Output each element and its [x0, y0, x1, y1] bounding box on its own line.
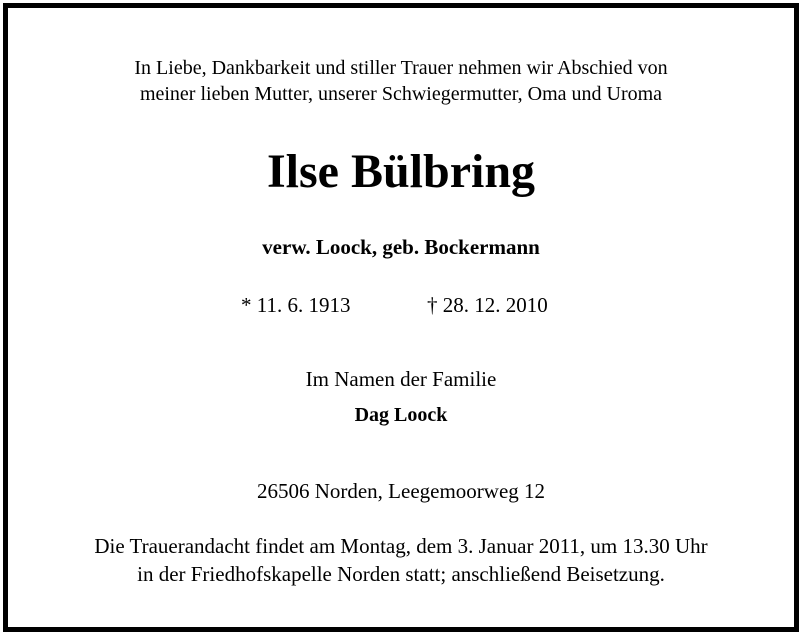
address: 26506 Norden, Leegemoorweg 12 [256, 479, 546, 503]
obituary-content [8, 8, 794, 627]
intro-line-2: meiner lieben Mutter, unserer Schwiegermutter, Oma und Uroma [139, 83, 663, 105]
family-phrase: Im Namen der Familie [305, 367, 497, 391]
life-dates [8, 292, 794, 318]
service-line-2: in der Friedhofskapelle Norden statt; anschließend Beisetzung. [137, 562, 665, 586]
birth-date: * 11. 6. 1913 [241, 293, 351, 317]
obituary-frame [3, 3, 799, 632]
signer-name: Dag Loock [354, 404, 448, 426]
intro-line-1: In Liebe, Dankbarkeit und stiller Trauer nehmen wir Abschied von [134, 57, 668, 79]
maiden-names: verw. Loock, geb. Bockermann [262, 235, 540, 259]
service-line-1: Die Trauerandacht findet am Montag, dem 3. Januar 2011, um 13.30 Uhr [94, 534, 708, 558]
death-date: † 28. 12. 2010 [427, 293, 548, 317]
deceased-name: Ilse Bülbring [266, 145, 536, 198]
